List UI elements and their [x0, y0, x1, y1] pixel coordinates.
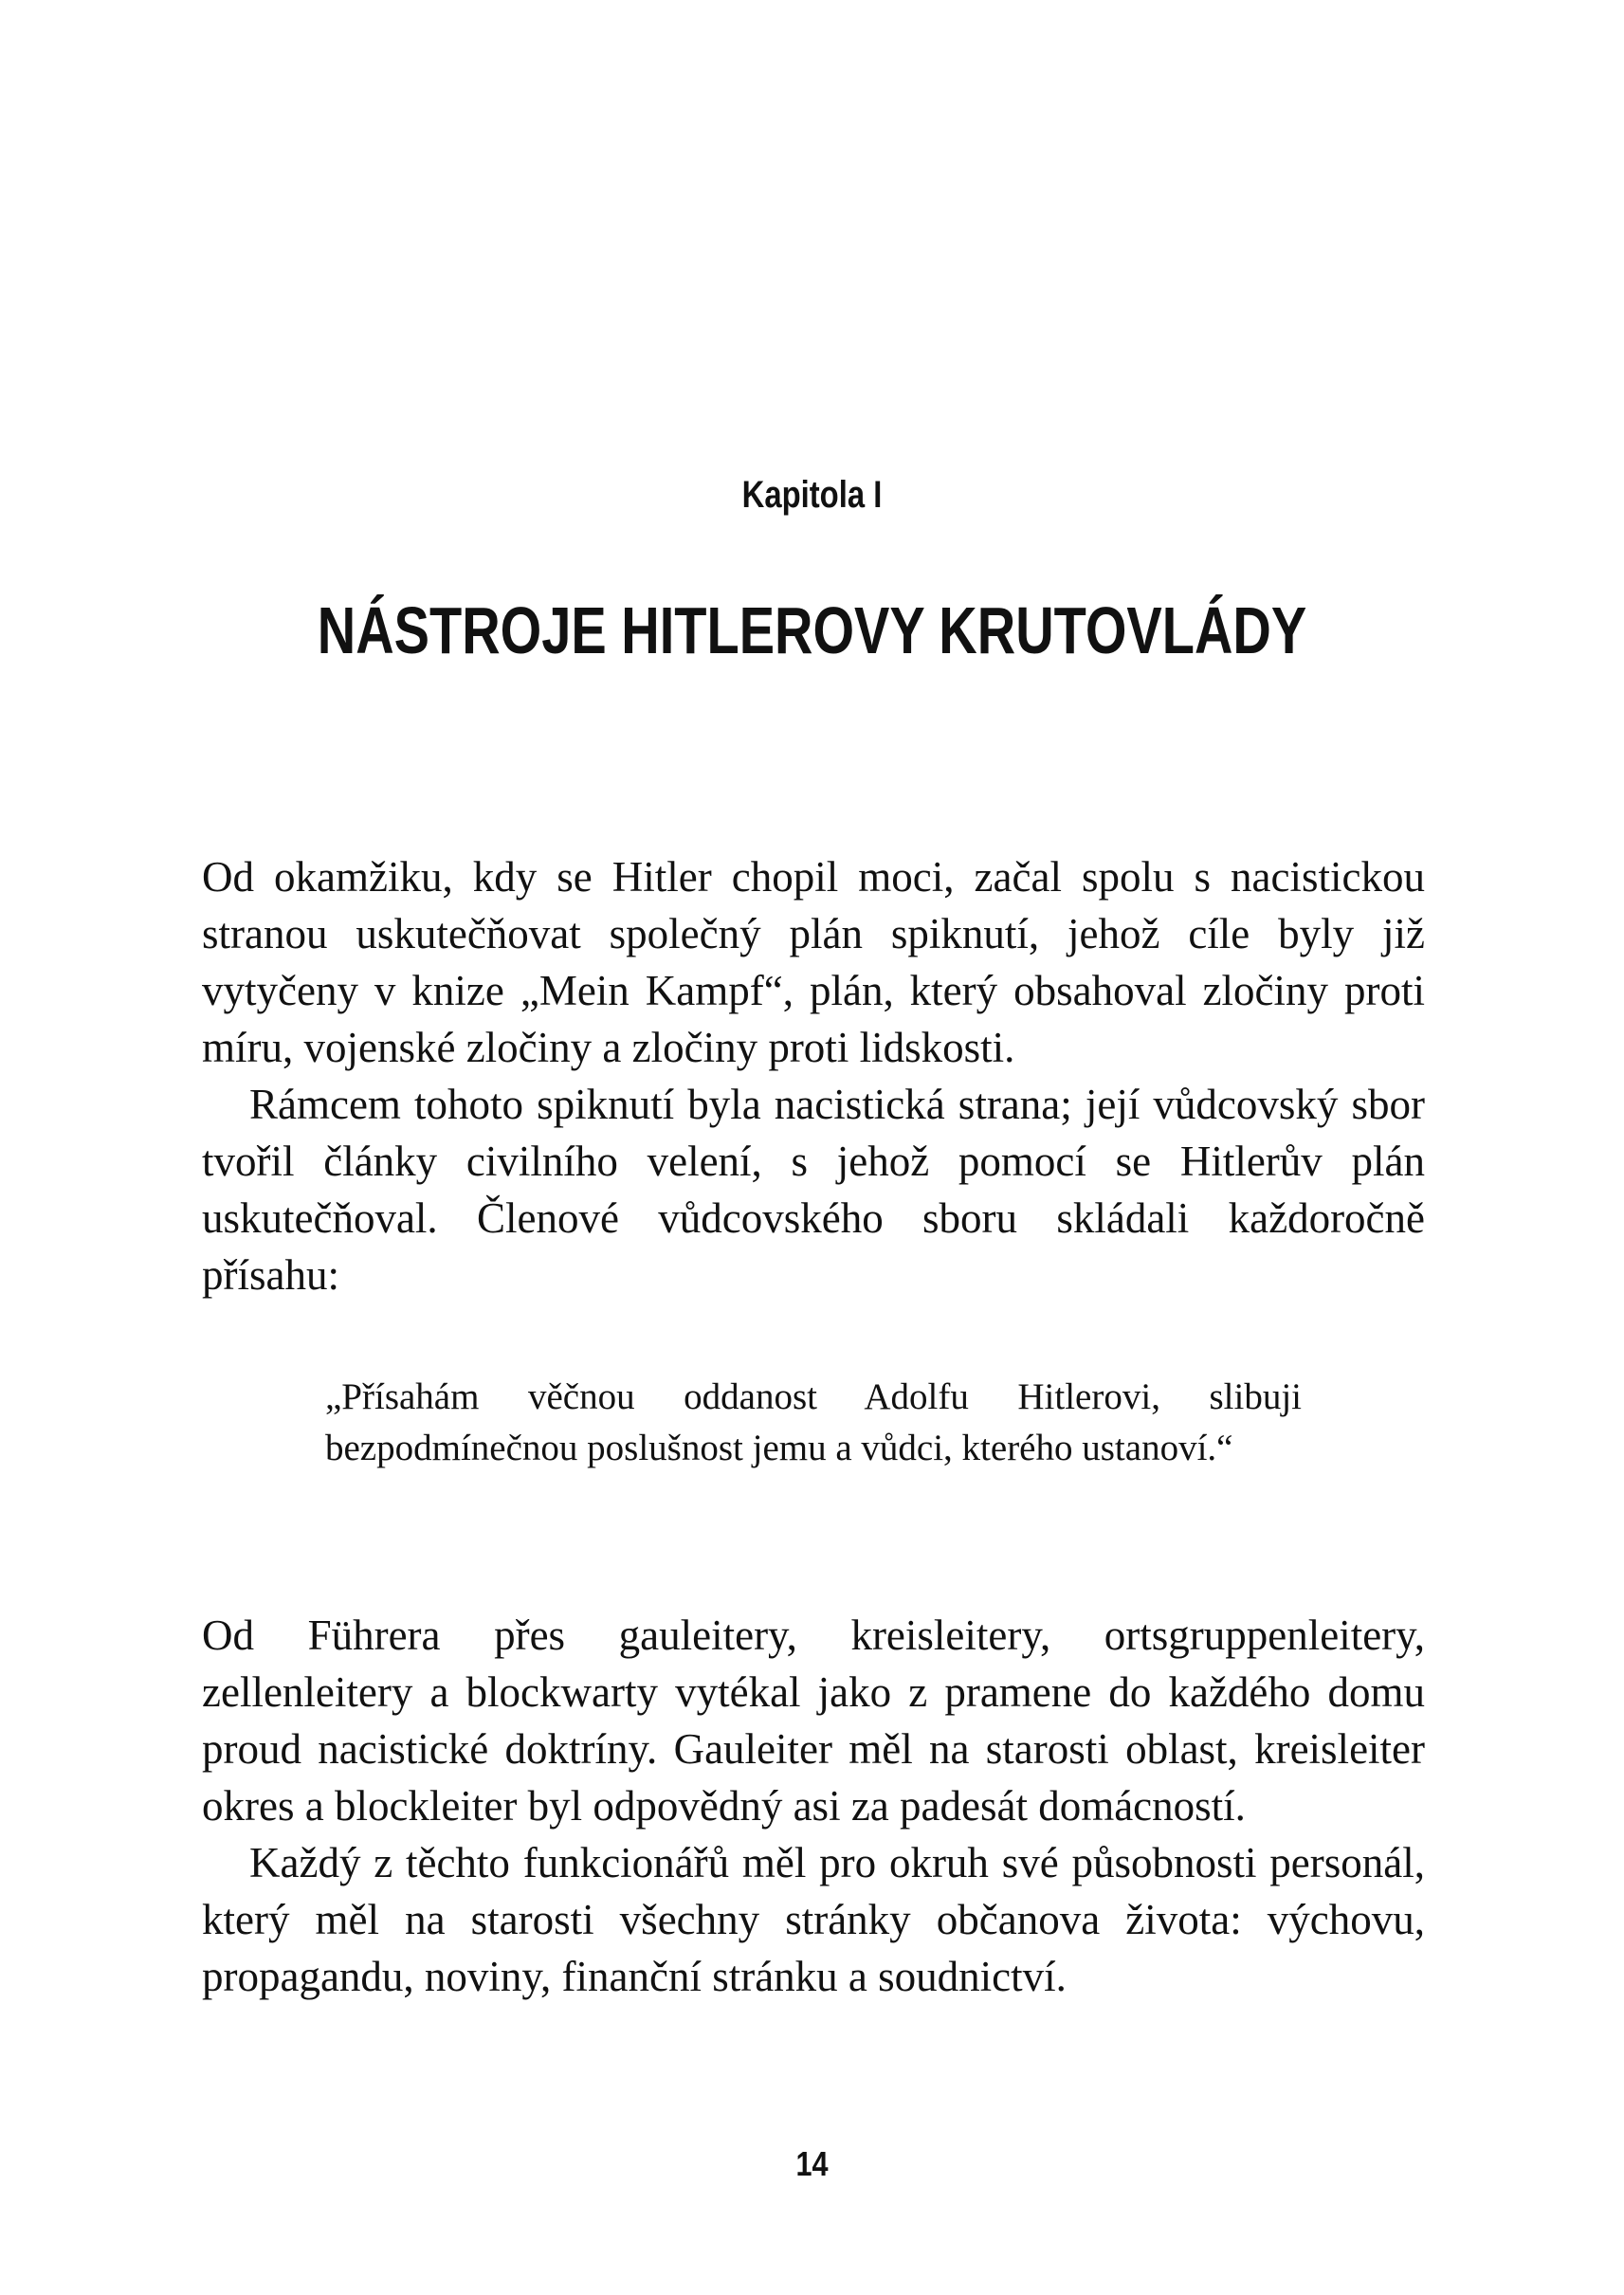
quote-text: „Přísahám věčnou oddanost Adolfu Hitlerovi, slibuji bezpodmínečnou poslušnost jemu a vůdci, kterého ustanoví.“ [325, 1376, 1302, 1468]
paragraph: Každý z těchto funkcionářů měl pro okruh své působnosti personál, který měl na starosti všechny stránky občanova života: výchovu, propagandu, noviny, finanční stránku a soudnictví. [202, 1839, 1425, 2000]
text-block-intro [202, 848, 1425, 1303]
text-block-hierarchy [202, 1607, 1425, 2005]
oath-quote [325, 1372, 1302, 1474]
paragraph: Od Führera přes gauleitery, kreisleitery, ortsgruppenleitery, zellenleitery a blockwarty vytékal jako z pramene do každého domu proud nacistické doktríny. Gauleiter měl na starosti oblast, kreisleiter okres a blockleiter byl odpovědný asi za padesát domácností. [202, 1612, 1425, 1830]
chapter-label: Kapitola I [741, 474, 883, 516]
paragraph: Rámcem tohoto spiknutí byla nacistická strana; její vůdcovský sbor tvořil články civilního velení, s jehož pomocí se Hitlerův plán uskutečňoval. Členové vůdcovského sboru skládali každoročně přísahu: [202, 1081, 1425, 1299]
chapter-title: NÁSTROJE HITLEROVY KRUTOVLÁDY [317, 593, 1307, 667]
paragraph: Od okamžiku, kdy se Hitler chopil moci, začal spolu s nacistickou stranou uskutečňovat společný plán spiknutí, jehož cíle byly již vytyčeny v knize „Mein Kampf“, plán, který obsahoval zločiny proti míru, vojenské zločiny a zločiny proti lidskosti. [202, 853, 1425, 1071]
page-number: 14 [795, 2144, 829, 2183]
